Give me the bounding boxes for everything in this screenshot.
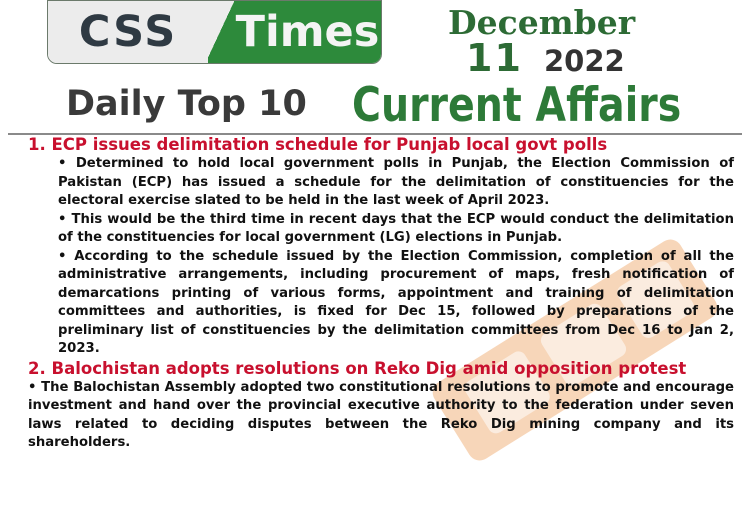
news-bullet: • The Balochistan Assembly adopted two constitutional resolutions to promote and encourage investment and hand over the provincial executive authority to the federation under seven laws related to deciding disputes between the Reko Dig mining company and its shareholders.: [28, 379, 734, 450]
news-headline: 2. Balochistan adopts resolutions on Reko Dig amid opposition protest: [28, 358, 687, 378]
news-item-2: [0, 359, 750, 453]
daily-top-title: Daily Top 10: [66, 84, 307, 124]
logo-slash: [208, 1, 234, 63]
news-bullet: • Determined to hold local government polls in Punjab, the Election Commission of Pakistan (ECP) has issued a schedule for the delimitation of constituencies for the electoral exercise slated to be held in the last week of April 2023.: [58, 156, 734, 208]
header-divider: [8, 133, 742, 135]
css-times-logo: [47, 0, 382, 64]
news-headline: 1. ECP issues delimitation schedule for Punjab local govt polls: [28, 135, 608, 154]
news-bullet: • According to the schedule issued by the Election Commission, completion of all the administrative arrangements, including procurement of maps, fresh notification of demarcations printing of various forms, appointment and training of delimitation committees and authorities, is fixed for Dec 15, followed by preparations of the preliminary list of constituencies by the delimitation committees from Dec 16 to Jan 2, 2023.: [58, 248, 734, 356]
news-bullet: • This would be the third time in recent days that the ECP would conduct the delimitation of the constituencies for local government (LG) elections in Punjab.: [58, 211, 734, 245]
logo-text-css: CSS: [48, 1, 208, 63]
date-day: 11: [466, 36, 523, 80]
date-month: December: [448, 3, 636, 42]
current-affairs-title: Current Affairs: [352, 78, 682, 133]
news-item-1: [0, 135, 750, 359]
date-year: 2022: [544, 44, 625, 78]
news-content: [0, 135, 750, 453]
logo-text-times: Times: [234, 1, 381, 63]
